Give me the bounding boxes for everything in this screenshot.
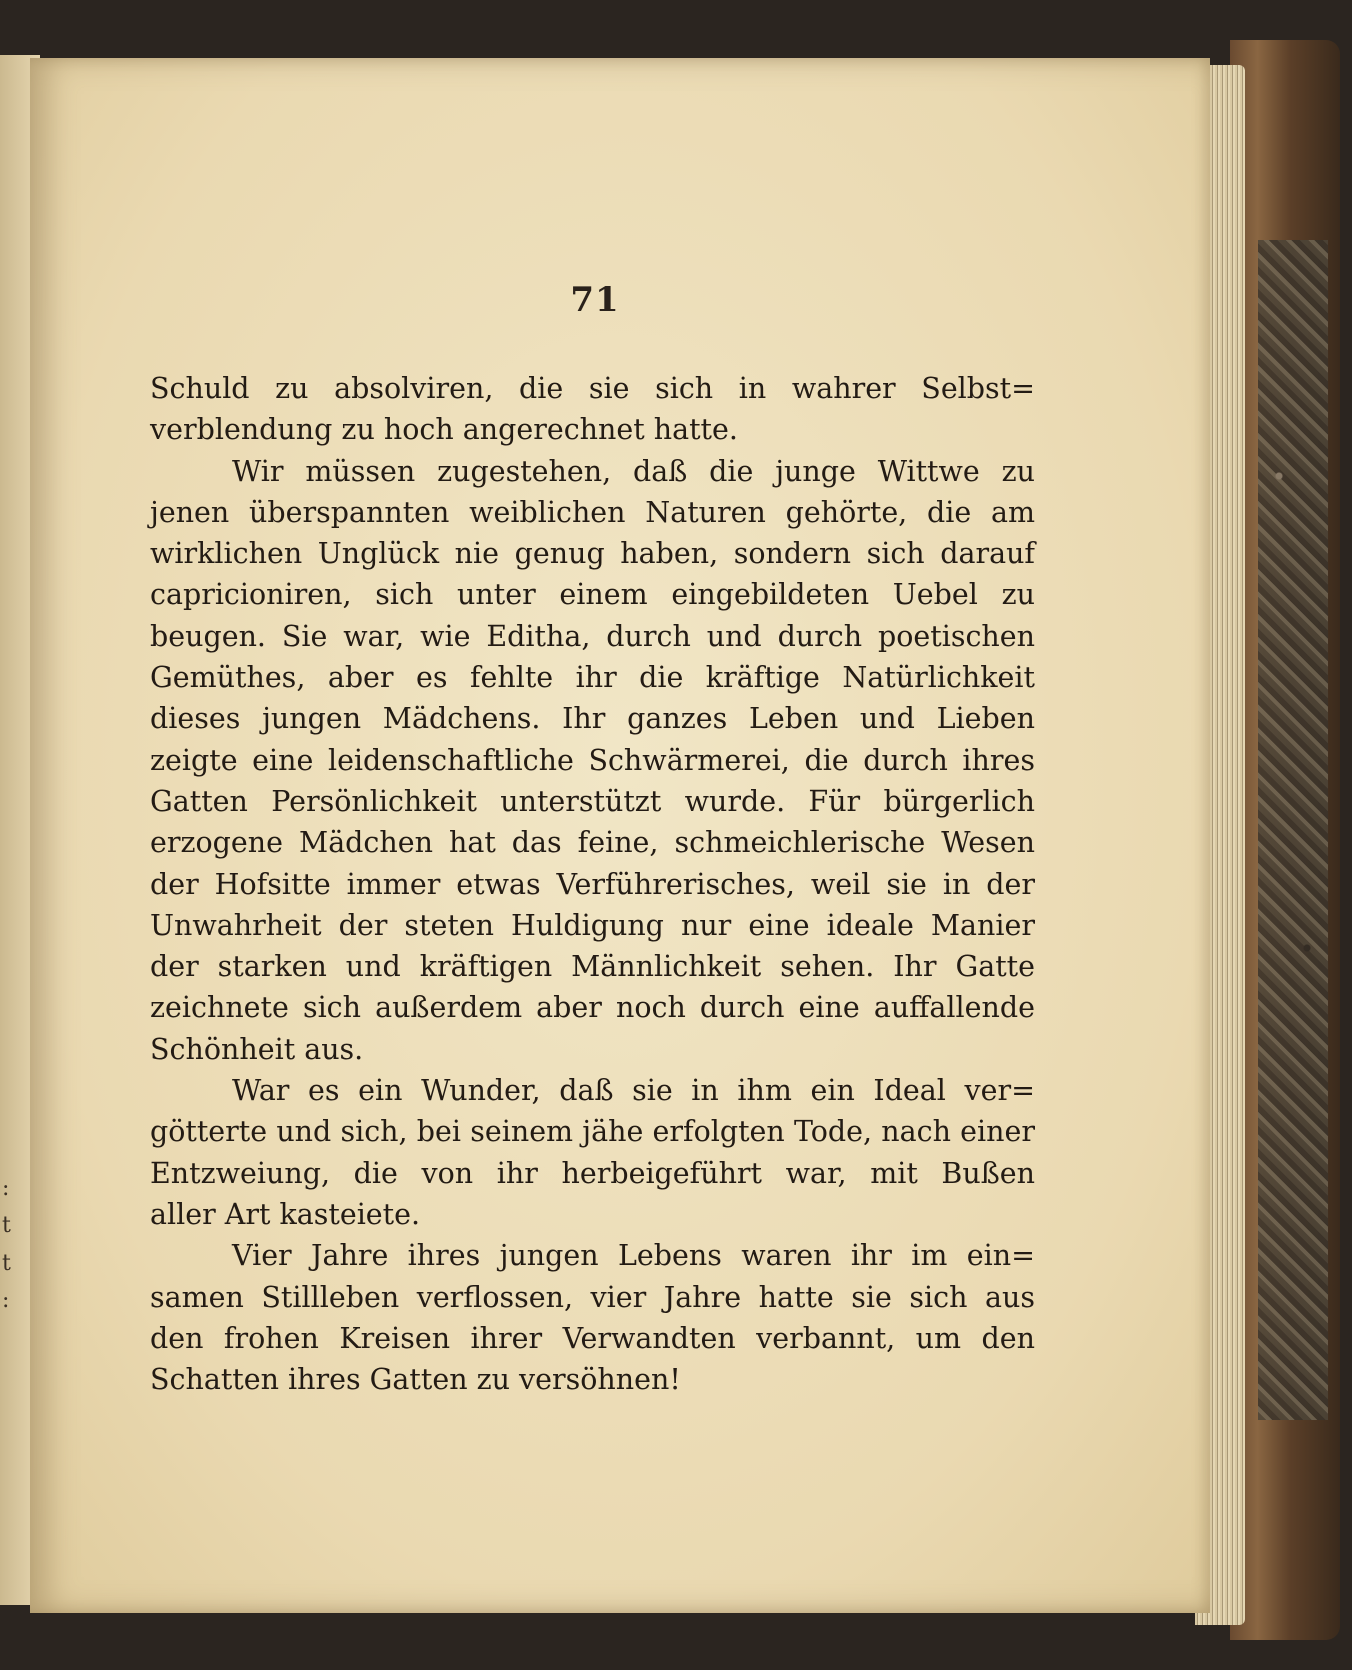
text-line: jenen überspannten weiblichen Naturen gehörte, die am [150, 495, 1035, 529]
text-line: Unwahrheit der steten Huldigung nur eine ideale Manier [150, 908, 1035, 942]
text-line: aller Art kasteiete. [150, 1197, 421, 1231]
text-line: wirklichen Unglück nie genug haben, sondern sich darauf [150, 537, 1035, 571]
text-line: Schönheit aus. [150, 1032, 364, 1066]
text-line: Vier Jahre ihres jungen Lebens waren ihr im ein= [232, 1239, 1035, 1273]
text-line: den frohen Kreisen ihrer Verwandten verbannt, um den [150, 1321, 1035, 1355]
margin-mark: t [2, 1250, 11, 1276]
text-line: zeigte eine leidenschaftliche Schwärmerei, die durch ihres [150, 743, 1035, 777]
text-line: der Hofsitte immer etwas Verführerisches, weil sie in der [150, 867, 1035, 901]
text-line: der starken und kräftigen Männlichkeit sehen. Ihr Gatte [150, 950, 1035, 984]
page-text [150, 368, 1035, 1400]
text-line: War es ein Wunder, daß sie in ihm ein Ideal ver= [232, 1074, 1035, 1108]
text-line: Schatten ihres Gatten zu versöhnen! [150, 1363, 681, 1397]
text-line: beugen. Sie war, wie Editha, durch und durch poetischen [150, 619, 1035, 653]
text-line: Schuld zu absolviren, die sie sich in wahrer Selbst= [150, 372, 1035, 405]
margin-mark: t [2, 1213, 11, 1239]
text-line: dieses jungen Mädchens. Ihr ganzes Leben und Lieben [150, 702, 1035, 736]
facing-page-marks [2, 1170, 22, 1320]
marbled-cover-texture [1258, 240, 1328, 1420]
margin-mark: : [2, 1176, 10, 1201]
margin-mark: : [2, 1288, 10, 1314]
text-line: götterte und sich, bei seinem jähe erfolgten Tode, nach einer [150, 1115, 1035, 1149]
text-line: capricioniren, sich unter einem eingebildeten Uebel zu [150, 578, 1035, 612]
text-line: Wir müssen zugestehen, daß die junge Wittwe zu [232, 454, 1035, 488]
book-page [30, 58, 1210, 1613]
text-line: zeichnete sich außerdem aber noch durch eine auffallende [150, 991, 1035, 1025]
page-number: 71 [570, 280, 620, 320]
text-line: samen Stillleben verflossen, vier Jahre hatte sie sich aus [150, 1280, 1035, 1314]
text-line: Entzweiung, die von ihr herbeigeführt war, mit Bußen [150, 1156, 1035, 1190]
text-line: erzogene Mädchen hat das feine, schmeichlerische Wesen [150, 826, 1035, 860]
text-line: Gatten Persönlichkeit unterstützt wurde. Für bürgerlich [150, 784, 1035, 818]
text-line: Gemüthes, aber es fehlte ihr die kräftige Natürlichkeit [150, 661, 1035, 695]
text-line: verblendung zu hoch angerechnet hatte. [150, 413, 738, 447]
